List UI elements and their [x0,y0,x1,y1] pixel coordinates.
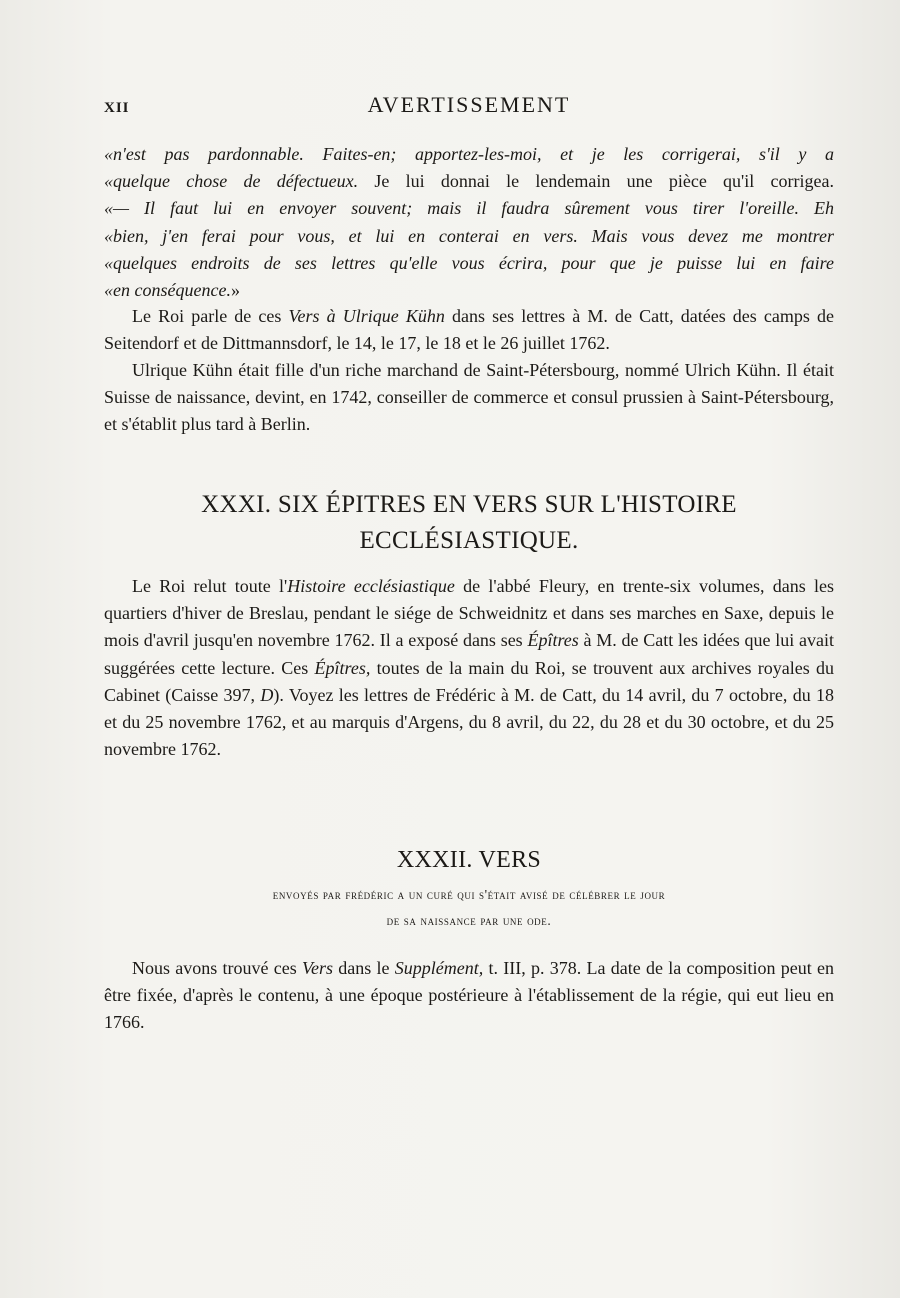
text-run: t. III, p. 378. La date de la composition peut en être fixée, d'après le contenu, à une époque postérieure à l'établissement de la régie, qui eut lieu en 1766. [104,958,835,1033]
section-subtitle [104,882,834,934]
italic-letter: D [260,684,274,705]
quote-line: «— Il faut lui en envoyer souvent; mais il faudra sûrement vous tirer l'oreille. Eh [104,198,834,219]
quote-line [104,168,834,195]
quote-line-roman: » [230,280,240,301]
italic-title: Supplément, [394,958,484,978]
paragraph-ulrique-verses [104,303,834,357]
italic-title: Épîtres [527,630,579,651]
text-run: Ulrique Kühn était fille d'un riche marchand de Saint-Pétersbourg, nommé Ulrich Kühn. Il était Suisse de naissance, devint, en 1742, conseiller de commerce et consul prussien à Saint-Pétersbourg, et s'établit plus tard à Berlin. [104,360,834,435]
italic-title: Histoire ecclésiastique [287,576,455,596]
text-run: Le Roi parle de ces [132,306,289,326]
page-number: XII [104,100,130,116]
italic-title: Épîtres, [314,657,371,678]
quote-line [104,277,834,304]
section-heading-line: ECCLÉSIASTIQUE. [359,527,579,554]
section-heading-line: XXXI. SIX ÉPITRES EN VERS SUR L'HISTOIRE [201,491,737,518]
quote-line: «n'est pas pardonnable. Faites-en; apportez-les-moi, et je les corrigerai, s'il y a [104,144,834,164]
quote-line-roman: Je lui donnai le lendemain une pièce qu'il corrigea. [358,171,835,192]
quote-line: «bien, j'en ferai pour vous, et lui en conterai en vers. Mais vous devez me montrer [104,225,834,246]
subtitle-line: envoyés par frédéric a un curé qui s'était avisé de célébrer le jour [272,887,666,902]
text-run: dans ses lettres à M. de Catt, datées des camps de Seitendorf et de Dittmannsdorf, le 14, le 17, le 18 et le 26 juillet 1762. [104,306,835,354]
subtitle-line: de sa naissance par une ode. [386,913,552,928]
paragraph-vers-cure [104,955,834,1037]
page-header [104,92,834,122]
italic-title: Vers [302,958,334,978]
text-run: Le Roi relut toute l' [132,576,288,596]
section-heading-xxxi [104,487,834,559]
text-run: toutes de la main du Roi, se trouvent aux archives royales du Cabinet (Caisse 397, [104,657,834,705]
quoted-passage [104,141,834,304]
running-title: AVERTISSEMENT [367,92,571,117]
text-run: à M. de Catt les idées que lui avait suggérées cette lecture. Ces [104,630,834,678]
quote-line-italic: «quelque chose de défectueux. [104,171,359,192]
text-run: de l'abbé Fleury, en trente-six volumes, dans les quartiers d'hiver de Breslau, pendant le siége de Schweidnitz et dans ses marches en Saxe, depuis le mois d'avril jusqu'en novembre 1762. Il a exposé dans ses [104,576,834,651]
quote-line: «quelques endroits de ses lettres qu'elle vous écrira, pour que je puisse lui en faire [104,252,834,273]
paragraph-ulrique-biography [104,357,834,439]
quote-line-italic: «en conséquence. [104,280,231,301]
text-run: Nous avons trouvé ces [132,958,303,978]
text-run: dans le [333,958,395,978]
text-run: ). Voyez les lettres de Frédéric à M. de Catt, du 14 avril, du 7 octobre, du 18 et du 25 novembre 1762, et au marquis d'Argens, du 8 avril, du 22, du 28 et du 30 octobre, et du 25 novembre 1762. [104,684,834,760]
section-heading-xxxii: XXXII. VERS [396,847,542,873]
paragraph-epitres [104,573,834,763]
italic-title: Vers à Ulrique Kühn [288,306,445,326]
